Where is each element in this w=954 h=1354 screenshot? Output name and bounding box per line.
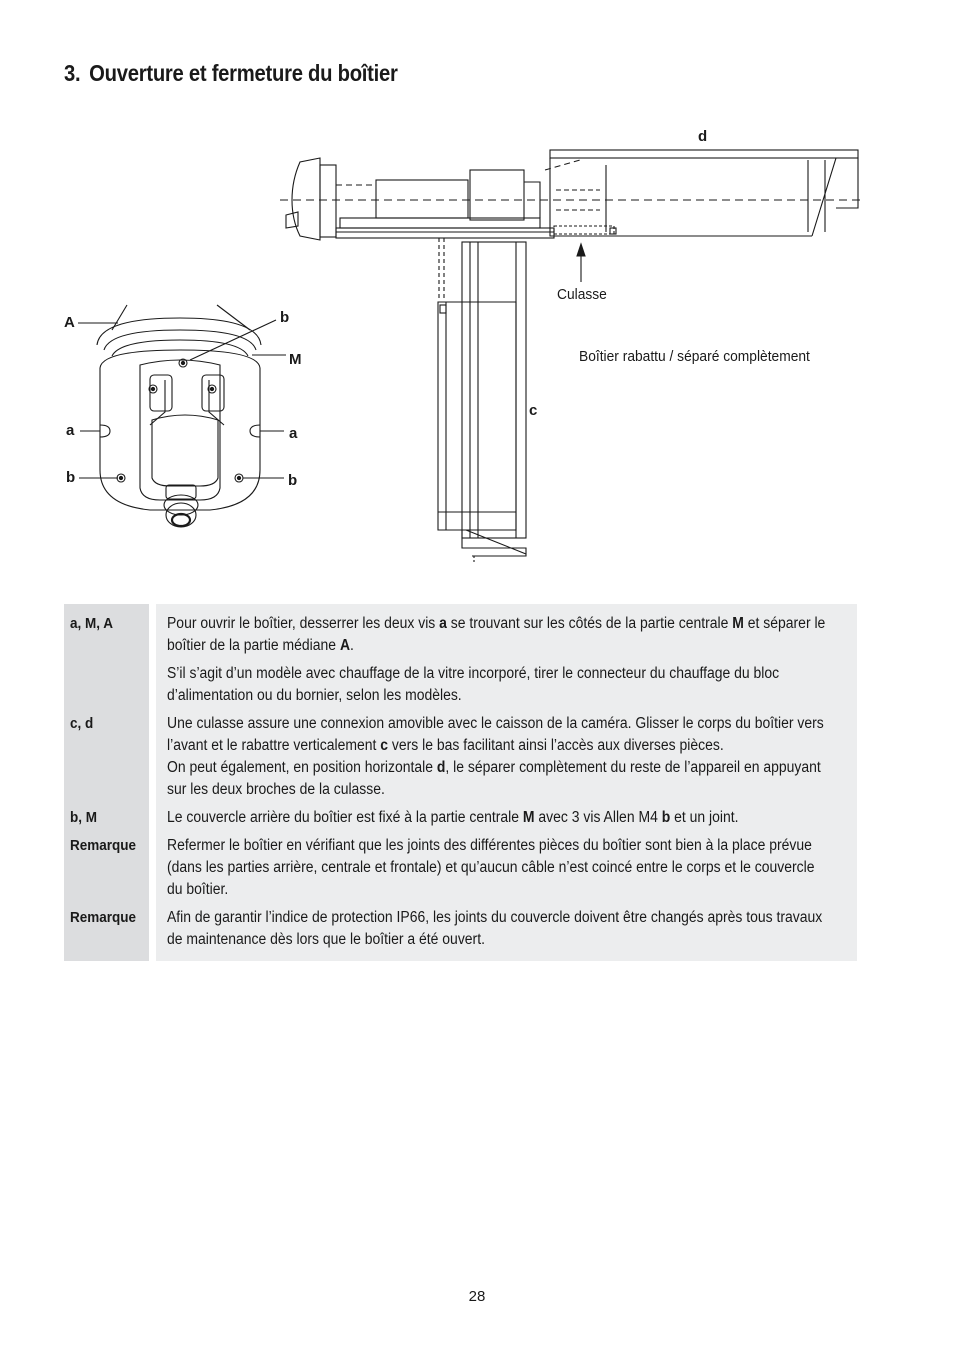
housing-rear-view bbox=[78, 305, 286, 527]
label-c: c bbox=[529, 402, 538, 419]
label-culasse: Culasse bbox=[557, 286, 607, 303]
row-key: Remarque bbox=[70, 837, 137, 854]
row-key: c, d bbox=[70, 715, 94, 732]
section-number: 3. bbox=[64, 60, 81, 86]
page-number: 28 bbox=[468, 1288, 486, 1305]
row-text: Le couvercle arrière du boîtier est fixé à la partie centrale M avec 3 vis Allen M4 b et un joint. bbox=[167, 809, 739, 826]
row-key: b, M bbox=[70, 809, 97, 826]
figure-caption: Boîtier rabattu / séparé complètement bbox=[579, 348, 810, 365]
label-b-top: b bbox=[280, 309, 290, 326]
row-key: a, M, A bbox=[70, 615, 114, 632]
section-title-text: Ouverture et fermeture du boîtier bbox=[89, 60, 398, 86]
label-A: A bbox=[64, 314, 75, 331]
label-M: M bbox=[289, 351, 302, 368]
housing-side-view bbox=[280, 150, 860, 282]
row-text: Afin de garantir l’indice de protection IP66, les joints du couvercle doivent être changés après tous travaux de maintenance dès lors que le boîtier a été ouvert. bbox=[167, 909, 823, 948]
row-text: Une culasse assure une connexion amovible avec le caisson de la caméra. Glisser le corps du boîtier vers l’avant et le rabattre verticalement c vers le bas facilitant ainsi l’accès aux diverses pièces. On peut également, en position horizontale d, le séparer complètement du reste de l’appareil en appuyant sur les deux broches de la culasse. bbox=[167, 715, 824, 798]
row-text: Pour ouvrir le boîtier, desserrer les deux vis a se trouvant sur les côtés de la partie centrale M et séparer le boîtier de la partie médiane A. S’il s’agit d’un modèle avec chauffage de la vitre incorporé, tirer le connecteur du chauffage du bloc d’alimentation ou du bornier, selon les modèles. bbox=[167, 615, 826, 704]
row-text: Refermer le boîtier en vérifiant que les joints des différentes pièces du boîtier sont bien à la place prévue (dans les parties arrière, centrale et frontale) et qu’aucun câble n’est coincé entre le corps et le couvercle du boîtier. bbox=[167, 837, 815, 898]
label-b-right: b bbox=[288, 472, 298, 489]
label-a-right: a bbox=[289, 425, 298, 442]
label-a-left: a bbox=[66, 422, 75, 439]
row-key: Remarque bbox=[70, 909, 137, 926]
housing-folded-view bbox=[438, 238, 526, 562]
label-d: d bbox=[698, 128, 708, 145]
instruction-table bbox=[64, 604, 857, 961]
housing-diagram bbox=[0, 0, 954, 600]
label-b-left: b bbox=[66, 469, 76, 486]
